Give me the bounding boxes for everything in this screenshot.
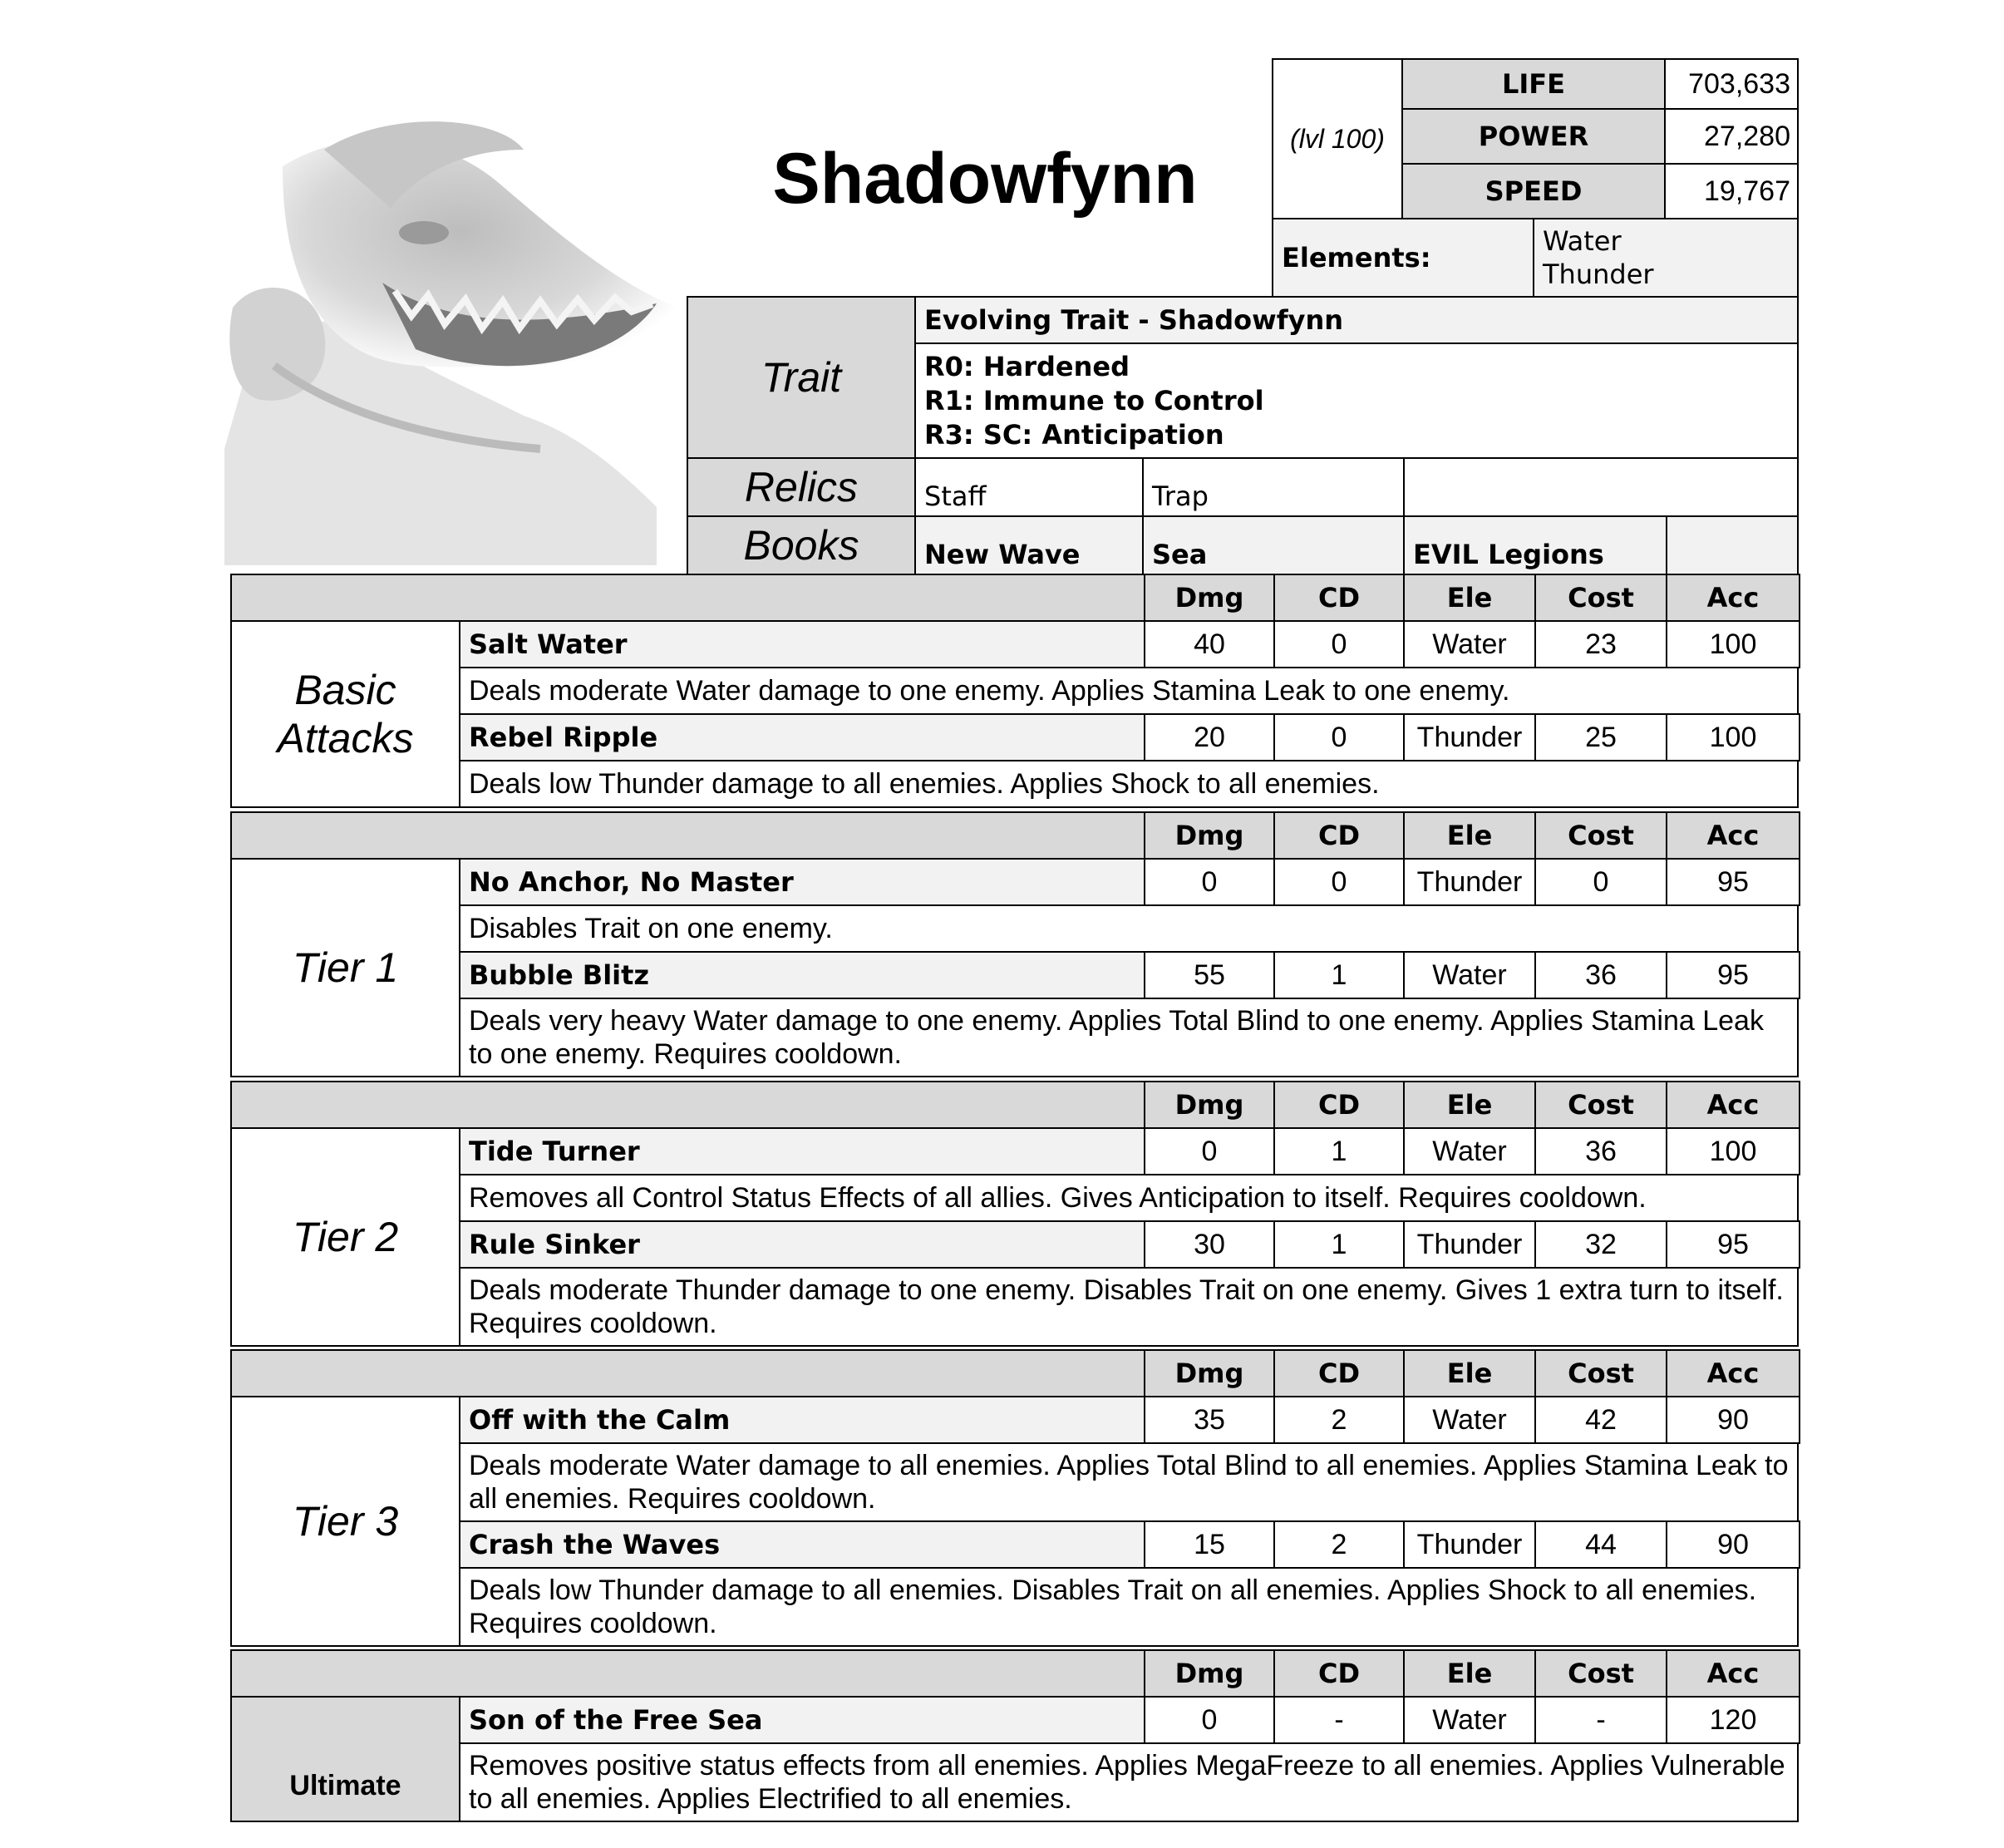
column-header-ele [1403, 574, 1536, 622]
stat-value-text: 27,280 [1704, 120, 1790, 152]
books-heading-text: Books [743, 522, 859, 569]
ability-dmg-text: 0 [1201, 1135, 1218, 1167]
column-header-ele-text: Ele [1446, 582, 1493, 614]
ability-ele-text: Thunder [1416, 865, 1523, 898]
stat-label-speed [1401, 163, 1666, 219]
ability-ele [1403, 1520, 1536, 1569]
section-header-bar [230, 1649, 1145, 1698]
ability-cost-text: 44 [1585, 1528, 1617, 1560]
ability-cd-text: 0 [1331, 865, 1347, 898]
section-label-text: Basic Attacks [277, 667, 414, 761]
ability-cost-text: 42 [1585, 1403, 1617, 1436]
ability-dmg-text: 20 [1194, 721, 1225, 753]
column-header-ele-text: Ele [1446, 1358, 1493, 1389]
column-header-acc-text: Acc [1706, 1358, 1760, 1389]
book-slot-4 [1666, 515, 1799, 575]
ability-dmg-text: 35 [1194, 1403, 1225, 1436]
stat-value-text: 703,633 [1688, 67, 1790, 100]
ability-cost-text: 0 [1593, 865, 1609, 898]
column-header-acc-text: Acc [1706, 1089, 1760, 1121]
column-header-cost-text: Cost [1568, 1658, 1634, 1689]
column-header-dmg-text: Dmg [1174, 582, 1244, 614]
ability-cd [1273, 1396, 1405, 1444]
ability-name-text: Tide Turner [469, 1136, 640, 1167]
ability-description-text: Deals moderate Thunder damage to one enemy. Disables Trait on one enemy. Gives 1 extra turn to itself. Requires cooldown. [469, 1274, 1784, 1339]
ability-cd-text: 1 [1331, 1228, 1347, 1260]
ability-cd-text: 0 [1331, 628, 1347, 660]
column-header-dmg [1144, 1649, 1275, 1698]
elements-label-text: Elements: [1282, 242, 1431, 274]
level-label [1272, 58, 1403, 219]
ability-acc-text: 95 [1717, 1228, 1749, 1260]
ability-acc [1666, 1520, 1800, 1569]
column-header-ele-text: Ele [1446, 1658, 1493, 1689]
stat-value-speed [1664, 163, 1799, 219]
ability-name-text: Crash the Waves [469, 1529, 721, 1560]
ability-cost [1534, 858, 1667, 906]
section-header-bar [230, 1349, 1145, 1397]
stat-value-power [1664, 108, 1799, 165]
ability-description-text: Deals low Thunder damage to all enemies. Applies Shock to all enemies. [469, 768, 1380, 800]
ability-dmg-text: 55 [1194, 958, 1225, 991]
ability-ele-text: Thunder [1416, 1528, 1523, 1560]
column-header-cd [1273, 574, 1405, 622]
ability-acc [1666, 713, 1800, 761]
trait-heading-text: Trait [761, 354, 842, 401]
ability-acc [1666, 1127, 1800, 1175]
ability-description-text: Removes positive status effects from all enemies. Applies MegaFreeze to all enemies. Applies Vulnerable to all enemies. Applies Electrified to all enemies. [469, 1750, 1785, 1815]
stat-label-text: LIFE [1501, 68, 1565, 100]
relic-slot-3 [1403, 457, 1799, 517]
ability-name [459, 713, 1145, 761]
ability-name [459, 620, 1145, 668]
shark-character-portrait [224, 116, 690, 565]
ability-cost [1534, 1520, 1667, 1569]
ability-name [459, 1220, 1145, 1269]
ability-description [459, 998, 1799, 1077]
column-header-dmg [1144, 1349, 1275, 1397]
ability-ele [1403, 1396, 1536, 1444]
trait-rank: R3: SC: Anticipation [924, 418, 1224, 451]
column-header-cd [1273, 1649, 1405, 1698]
column-header-dmg [1144, 811, 1275, 860]
ability-description-text: Disables Trait on one enemy. [469, 913, 833, 944]
ability-name-text: Bubble Blitz [469, 959, 650, 991]
ability-ele-text: Water [1432, 958, 1507, 991]
column-header-cd [1273, 811, 1405, 860]
elements-label [1272, 218, 1534, 298]
ability-description [459, 760, 1799, 808]
ability-description-text: Removes all Control Status Effects of all allies. Gives Anticipation to itself. Requires cooldown. [469, 1182, 1647, 1214]
ability-description [459, 1742, 1799, 1822]
ability-description-text: Deals moderate Water damage to one enemy. Applies Stamina Leak to one enemy. [469, 675, 1510, 707]
ability-acc [1666, 951, 1800, 999]
relic-slot-1 [914, 457, 1144, 517]
trait-heading [687, 296, 916, 459]
ability-name [459, 1127, 1145, 1175]
column-header-ele [1403, 1349, 1536, 1397]
trait-rank: R1: Immune to Control [924, 384, 1264, 416]
trait-title [914, 296, 1799, 344]
ability-cd-text: 2 [1331, 1403, 1347, 1436]
ability-dmg [1144, 1220, 1275, 1269]
section-label [230, 1396, 460, 1647]
column-header-dmg-text: Dmg [1174, 1089, 1244, 1121]
ability-acc-text: 90 [1717, 1403, 1749, 1436]
relics-heading [687, 457, 916, 517]
ability-cd [1273, 1520, 1405, 1569]
relics-heading-text: Relics [744, 464, 859, 510]
ability-ele [1403, 1127, 1536, 1175]
ability-cd [1273, 1127, 1405, 1175]
column-header-acc [1666, 574, 1800, 622]
element-thunder: Thunder [1543, 259, 1654, 290]
relic-name: Trap [1152, 480, 1209, 512]
ability-acc-text: 120 [1709, 1703, 1757, 1736]
ability-dmg-text: 15 [1194, 1528, 1225, 1560]
ability-description-text: Deals low Thunder damage to all enemies. Disables Trait on all enemies. Applies Shock to all enemies. Requires cooldown. [469, 1574, 1757, 1639]
ability-dmg [1144, 713, 1275, 761]
column-header-ele-text: Ele [1446, 820, 1493, 851]
ability-acc-text: 90 [1717, 1528, 1749, 1560]
ability-ele [1403, 620, 1536, 668]
column-header-acc-text: Acc [1706, 582, 1760, 614]
stat-label-text: POWER [1478, 121, 1589, 152]
column-header-ele [1403, 1081, 1536, 1129]
section-label-text: Tier 3 [292, 1498, 399, 1545]
section-label [230, 620, 460, 808]
ability-description [459, 667, 1799, 715]
ability-dmg-text: 30 [1194, 1228, 1225, 1260]
ability-cd-text: 1 [1331, 1135, 1347, 1167]
ability-description-text: Deals very heavy Water damage to one enemy. Applies Total Blind to one enemy. Applies Stamina Leak to one enemy. Requires cooldown. [469, 1005, 1764, 1070]
column-header-acc-text: Acc [1706, 1658, 1760, 1689]
column-header-dmg [1144, 574, 1275, 622]
column-header-cd-text: CD [1317, 1358, 1361, 1389]
column-header-dmg-text: Dmg [1174, 820, 1244, 851]
book-slot-2 [1142, 515, 1405, 575]
ability-cost-text: 23 [1585, 628, 1617, 660]
ability-dmg-text: 0 [1201, 865, 1218, 898]
ability-name-text: Rebel Ripple [469, 722, 658, 753]
relic-name: Staff [924, 480, 987, 512]
column-header-cost [1534, 1081, 1667, 1129]
column-header-cost [1534, 1649, 1667, 1698]
ability-ele-text: Water [1432, 1703, 1507, 1736]
stat-label-power [1401, 108, 1666, 165]
section-label-text: Ultimate [289, 1770, 401, 1801]
column-header-cost-text: Cost [1568, 582, 1634, 614]
column-header-acc [1666, 1349, 1800, 1397]
column-header-cd [1273, 1349, 1405, 1397]
ability-cost [1534, 1220, 1667, 1269]
ability-cost-text: 25 [1585, 721, 1617, 753]
ability-name [459, 1396, 1145, 1444]
ability-cd [1273, 951, 1405, 999]
section-label-text: Tier 2 [292, 1214, 399, 1260]
ability-name [459, 1520, 1145, 1569]
book-slot-3 [1403, 515, 1667, 575]
section-header-bar [230, 811, 1145, 860]
element-water: Water [1543, 225, 1622, 257]
ability-acc-text: 100 [1709, 1135, 1757, 1167]
column-header-dmg-text: Dmg [1174, 1358, 1244, 1389]
ability-cost [1534, 951, 1667, 999]
column-header-cost [1534, 1349, 1667, 1397]
relic-slot-2 [1142, 457, 1405, 517]
ability-acc [1666, 620, 1800, 668]
section-label [230, 1127, 460, 1347]
ability-name [459, 1696, 1145, 1744]
ability-acc [1666, 858, 1800, 906]
column-header-cd [1273, 1081, 1405, 1129]
column-header-ele [1403, 1649, 1536, 1698]
ability-dmg [1144, 1520, 1275, 1569]
stat-value-life [1664, 58, 1799, 110]
ability-name [459, 858, 1145, 906]
ability-dmg-text: 40 [1194, 628, 1225, 660]
book-name: New Wave [924, 539, 1081, 570]
ability-dmg-text: 0 [1201, 1703, 1218, 1736]
stat-value-text: 19,767 [1704, 175, 1790, 207]
column-header-cost-text: Cost [1568, 1089, 1634, 1121]
ability-cost-text: 36 [1585, 958, 1617, 991]
column-header-cd-text: CD [1317, 582, 1361, 614]
ability-dmg [1144, 1127, 1275, 1175]
column-header-ele-text: Ele [1446, 1089, 1493, 1121]
ability-ele-text: Thunder [1416, 1228, 1523, 1260]
ability-dmg [1144, 1696, 1275, 1744]
ability-acc [1666, 1396, 1800, 1444]
trait-title-text: Evolving Trait - Shadowfynn [924, 304, 1344, 336]
ability-cd-text: 1 [1331, 958, 1347, 991]
column-header-cd-text: CD [1317, 1089, 1361, 1121]
column-header-acc [1666, 1649, 1800, 1698]
ability-cost [1534, 1696, 1667, 1744]
ability-ele-text: Water [1432, 1135, 1507, 1167]
column-header-cost [1534, 574, 1667, 622]
ability-description [459, 1174, 1799, 1222]
column-header-cost-text: Cost [1568, 1358, 1634, 1389]
ability-acc-text: 95 [1717, 958, 1749, 991]
ability-dmg [1144, 858, 1275, 906]
column-header-dmg-text: Dmg [1174, 1658, 1244, 1689]
ability-cd-text: - [1334, 1703, 1344, 1736]
ability-cd [1273, 858, 1405, 906]
section-label-text: Tier 1 [292, 944, 399, 991]
ability-ele-text: Water [1432, 1403, 1507, 1436]
ability-acc-text: 95 [1717, 865, 1749, 898]
column-header-cost [1534, 811, 1667, 860]
ability-cost [1534, 713, 1667, 761]
ability-description [459, 1567, 1799, 1647]
ability-cd-text: 0 [1331, 721, 1347, 753]
ability-acc [1666, 1696, 1800, 1744]
ability-dmg [1144, 1396, 1275, 1444]
ability-ele [1403, 858, 1536, 906]
ability-name-text: Off with the Calm [469, 1404, 731, 1436]
ability-ele [1403, 951, 1536, 999]
ability-ele [1403, 713, 1536, 761]
section-header-bar [230, 1081, 1145, 1129]
stat-label-life [1401, 58, 1666, 110]
column-header-acc [1666, 811, 1800, 860]
column-header-cd-text: CD [1317, 820, 1361, 851]
ability-cost-text: 36 [1585, 1135, 1617, 1167]
column-header-cost-text: Cost [1568, 820, 1634, 851]
ability-acc-text: 100 [1709, 721, 1757, 753]
column-header-acc-text: Acc [1706, 820, 1760, 851]
character-name-text: Shadowfynn [772, 138, 1198, 219]
ability-dmg [1144, 951, 1275, 999]
ability-cost-text: 32 [1585, 1228, 1617, 1260]
ability-cost [1534, 620, 1667, 668]
section-header-bar [230, 574, 1145, 622]
ability-name-text: Son of the Free Sea [469, 1704, 763, 1736]
ability-ele-text: Water [1432, 628, 1507, 660]
ability-cost [1534, 1127, 1667, 1175]
ability-ele-text: Thunder [1416, 721, 1523, 753]
stat-label-text: SPEED [1485, 175, 1583, 207]
book-slot-1 [914, 515, 1144, 575]
ability-cost-text: - [1596, 1703, 1606, 1736]
ability-name-text: Rule Sinker [469, 1229, 640, 1260]
column-header-acc [1666, 1081, 1800, 1129]
ability-description [459, 1442, 1799, 1522]
ability-name-text: Salt Water [469, 628, 628, 660]
ability-cost [1534, 1396, 1667, 1444]
ability-name-text: No Anchor, No Master [469, 866, 794, 898]
ability-description [459, 1267, 1799, 1347]
ability-name [459, 951, 1145, 999]
section-label [230, 1696, 460, 1822]
ability-dmg [1144, 620, 1275, 668]
ability-cd-text: 2 [1331, 1528, 1347, 1560]
ability-acc-text: 100 [1709, 628, 1757, 660]
ability-description-text: Deals moderate Water damage to all enemies. Applies Total Blind to all enemies. Applies Stamina Leak to all enemies. Requires cooldown. [469, 1450, 1789, 1515]
trait-rank: R0: Hardened [924, 350, 1130, 382]
level-label-text: (lvl 100) [1290, 123, 1385, 154]
ability-ele [1403, 1220, 1536, 1269]
column-header-cd-text: CD [1317, 1658, 1361, 1689]
book-name: Sea [1152, 539, 1208, 570]
column-header-ele [1403, 811, 1536, 860]
ability-cd [1273, 1696, 1405, 1744]
ability-cd [1273, 1220, 1405, 1269]
books-heading [687, 515, 916, 575]
ability-cd [1273, 620, 1405, 668]
book-name: EVIL Legions [1413, 539, 1604, 570]
character-name [731, 133, 1238, 224]
column-header-dmg [1144, 1081, 1275, 1129]
elements-values [1533, 218, 1799, 298]
ability-ele [1403, 1696, 1536, 1744]
section-label [230, 858, 460, 1077]
ability-description [459, 904, 1799, 953]
ability-acc [1666, 1220, 1800, 1269]
trait-ranks [914, 342, 1799, 459]
ability-cd [1273, 713, 1405, 761]
